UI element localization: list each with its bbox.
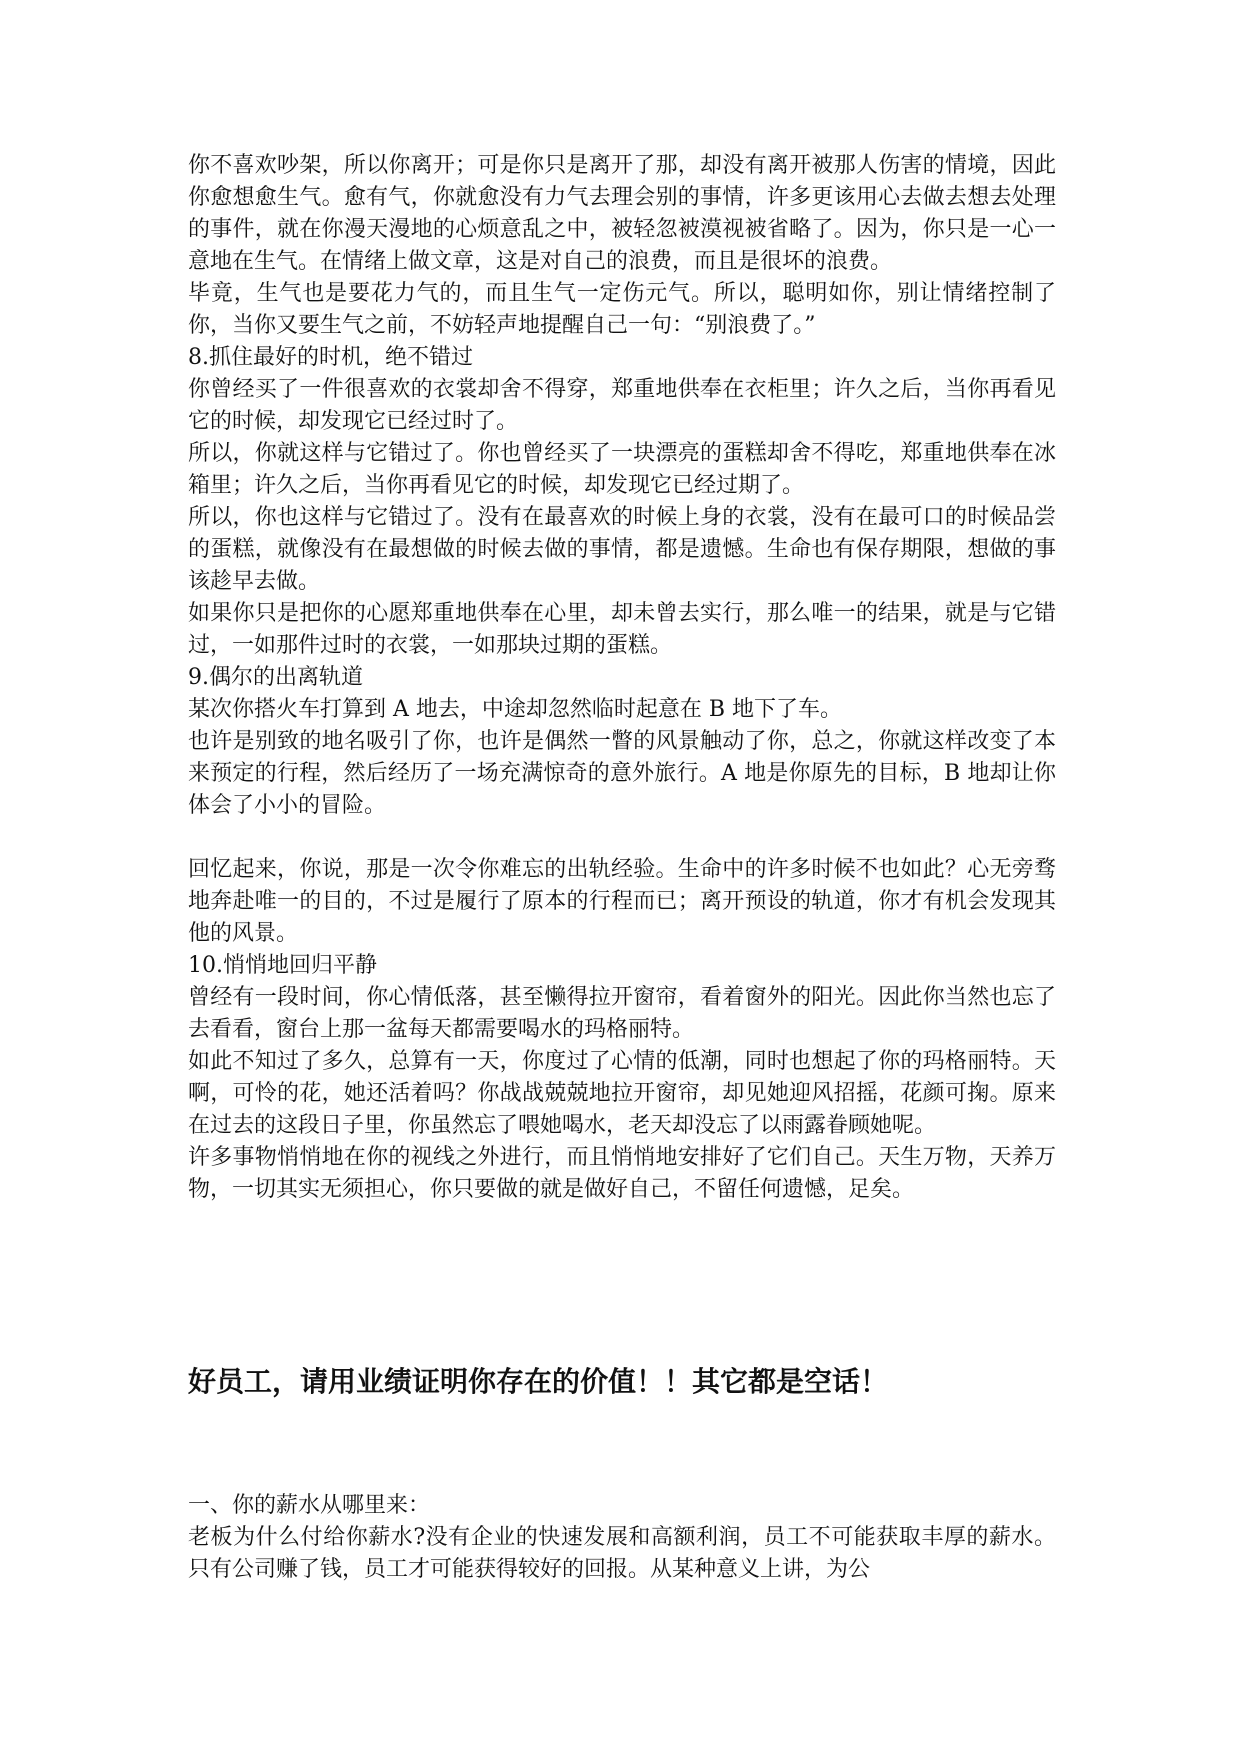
article-title: 好员工，请用业绩证明你存在的价值！！其它都是空话！ — [188, 1365, 889, 1398]
paragraph: 老板为什么付给你薪水?没有企业的快速发展和高额利润，员工不可能获取丰厚的薪水。只有公司赚了钱，员工才可能获得较好的回报。从某种意义上讲，为公 — [188, 1525, 1056, 1582]
section-heading-9: 9.偶尔的出离轨道 — [188, 665, 363, 690]
paragraph: 你曾经买了一件很喜欢的衣裳却舍不得穿，郑重地供奉在衣柜里；许久之后，当你再看见它的时候，却发现它已经过时了。 — [188, 377, 1056, 434]
article-body — [188, 150, 1056, 1206]
paragraph: 所以，你也这样与它错过了。没有在最喜欢的时候上身的衣裳，没有在最可口的时候品尝的蛋糕，就像没有在最想做的时候去做的事情，都是遗憾。生命也有保存期限，想做的事该趁早去做。 — [188, 505, 1056, 594]
paragraph: 如果你只是把你的心愿郑重地供奉在心里，却未曾去实行，那么唯一的结果，就是与它错过，一如那件过时的衣裳，一如那块过期的蛋糕。 — [188, 601, 1056, 658]
paragraph: 许多事物悄悄地在你的视线之外进行，而且悄悄地安排好了它们自己。天生万物，天养万物，一切其实无须担心，你只要做的就是做好自己，不留任何遗憾，足矣。 — [188, 1145, 1056, 1202]
section-heading-10: 10.悄悄地回归平静 — [188, 953, 377, 978]
section-heading: 一、你的薪水从哪里来： — [188, 1493, 431, 1518]
section-salary — [188, 1490, 1056, 1586]
paragraph: 某次你搭火车打算到 A 地去，中途却忽然临时起意在 B 地下了车。 — [188, 697, 843, 722]
paragraph: 回忆起来，你说，那是一次令你难忘的出轨经验。生命中的许多时候不也如此？心无旁骛地奔赴唯一的目的，不过是履行了原本的行程而已；离开预设的轨道，你才有机会发现其他的风景。 — [188, 857, 1056, 946]
paragraph: 如此不知过了多久，总算有一天，你度过了心情的低潮，同时也想起了你的玛格丽特。天啊，可怜的花，她还活着吗？你战战兢兢地拉开窗帘，却见她迎风招摇，花颜可掬。原来在过去的这段日子里，你虽然忘了喂她喝水，老天却没忘了以雨露眷顾她呢。 — [188, 1049, 1056, 1138]
paragraph: 所以，你就这样与它错过了。你也曾经买了一块漂亮的蛋糕却舍不得吃，郑重地供奉在冰箱里；许久之后，当你再看见它的时候，却发现它已经过期了。 — [188, 441, 1056, 498]
section-heading-8: 8.抓住最好的时机，绝不错过 — [188, 345, 473, 370]
paragraph: 你不喜欢吵架，所以你离开；可是你只是离开了那，却没有离开被那人伤害的情境，因此你愈想愈生气。愈有气，你就愈没有力气去理会别的事情，许多更该用心去做去想去处理的事件，就在你漫天漫地的心烦意乱之中，被轻忽被漠视被省略了。因为，你只是一心一意地在生气。在情绪上做文章，这是对自己的浪费，而且是很坏的浪费。 — [188, 153, 1056, 274]
paragraph: 也许是别致的地名吸引了你，也许是偶然一瞥的风景触动了你，总之，你就这样改变了本来预定的行程，然后经历了一场充满惊奇的意外旅行。A 地是你原先的目标，B 地却让你体会了小小的冒险。 — [188, 729, 1056, 818]
blank-line — [188, 822, 1056, 854]
paragraph: 曾经有一段时间，你心情低落，甚至懒得拉开窗帘，看着窗外的阳光。因此你当然也忘了去看看，窗台上那一盆每天都需要喝水的玛格丽特。 — [188, 985, 1056, 1042]
paragraph: 毕竟，生气也是要花力气的，而且生气一定伤元气。所以，聪明如你，别让情绪控制了你，当你又要生气之前，不妨轻声地提醒自己一句：“别浪费了。” — [188, 281, 1056, 338]
